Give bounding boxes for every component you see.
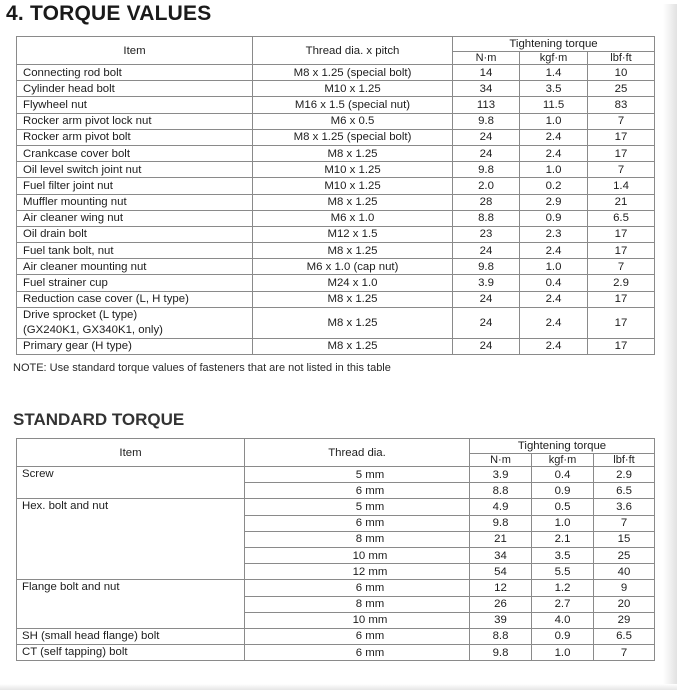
row-nm: 2.0 — [453, 178, 520, 194]
row-kgfm: 0.2 — [520, 178, 588, 194]
group-label-flange: Flange bolt and nut — [17, 580, 245, 629]
row-nm: 8.8 — [470, 628, 532, 644]
row-nm: 9.8 — [470, 515, 532, 531]
row-thread: 5 mm — [245, 499, 470, 515]
row-thread: M8 x 1.25 — [253, 243, 453, 259]
row-lbfft: 17 — [588, 243, 655, 259]
row-kgfm: 2.4 — [520, 145, 588, 161]
row-thread: M8 x 1.25 — [253, 291, 453, 307]
row-thread: M24 x 1.0 — [253, 275, 453, 291]
row-nm: 23 — [453, 226, 520, 242]
row-item: Flywheel nut — [17, 97, 253, 113]
table-row — [17, 81, 655, 97]
row-thread: 12 mm — [245, 564, 470, 580]
table-row — [17, 580, 655, 596]
row-kgfm: 2.7 — [532, 596, 594, 612]
row-thread: M8 x 1.25 (special bolt) — [253, 129, 453, 145]
header-item: Item — [17, 439, 245, 467]
row-kgfm: 3.5 — [520, 81, 588, 97]
row-kgfm: 2.3 — [520, 226, 588, 242]
table-row — [17, 338, 655, 354]
row-kgfm: 0.4 — [532, 467, 594, 483]
row-thread: 10 mm — [245, 547, 470, 563]
row-lbfft: 17 — [588, 226, 655, 242]
section-title-standard-torque: STANDARD TORQUE — [13, 410, 185, 429]
torque-values-table — [16, 36, 655, 355]
table-row — [17, 275, 655, 291]
row-kgfm: 1.4 — [520, 65, 588, 81]
row-item: Oil drain bolt — [17, 226, 253, 242]
row-nm: 24 — [453, 291, 520, 307]
row-lbfft: 21 — [588, 194, 655, 210]
row-nm: 8.8 — [470, 483, 532, 499]
row-thread: 6 mm — [245, 580, 470, 596]
row-item: Reduction case cover (L, H type) — [17, 291, 253, 307]
row-nm: 3.9 — [453, 275, 520, 291]
table-row — [17, 129, 655, 145]
row-kgfm: 11.5 — [520, 97, 588, 113]
row-lbfft: 7 — [588, 162, 655, 178]
row-item: Rocker arm pivot lock nut — [17, 113, 253, 129]
row-kgfm: 2.4 — [520, 129, 588, 145]
row-item: Fuel tank bolt, nut — [17, 243, 253, 259]
table-row — [17, 467, 655, 483]
table-row — [17, 645, 655, 661]
table-row — [17, 97, 655, 113]
row-thread: 6 mm — [245, 628, 470, 644]
row-nm: 12 — [470, 580, 532, 596]
row-kgfm: 0.9 — [532, 628, 594, 644]
row-thread: M8 x 1.25 — [253, 338, 453, 354]
header-tightening-torque: Tightening torque — [453, 37, 655, 52]
row-lbfft: 17 — [588, 145, 655, 161]
row-item: Muffler mounting nut — [17, 194, 253, 210]
row-item: Cylinder head bolt — [17, 81, 253, 97]
header-thread: Thread dia. x pitch — [253, 37, 453, 65]
row-kgfm: 1.0 — [532, 515, 594, 531]
table-row — [17, 307, 655, 338]
group-label-ct: CT (self tapping) bolt — [17, 645, 245, 661]
row-nm: 24 — [453, 338, 520, 354]
row-nm: 24 — [453, 307, 520, 338]
row-lbfft: 15 — [594, 531, 655, 547]
row-kgfm: 1.2 — [532, 580, 594, 596]
page-edge-shadow-bottom — [0, 684, 677, 690]
row-lbfft: 1.4 — [588, 178, 655, 194]
row-lbfft: 25 — [588, 81, 655, 97]
row-lbfft: 7 — [588, 259, 655, 275]
row-lbfft: 2.9 — [594, 467, 655, 483]
row-lbfft: 25 — [594, 547, 655, 563]
header-unit-lbfft: lbf·ft — [588, 52, 655, 65]
row-lbfft: 6.5 — [594, 628, 655, 644]
header-tightening-torque: Tightening torque — [470, 439, 655, 454]
row-lbfft: 17 — [588, 307, 655, 338]
table-row — [17, 145, 655, 161]
header-unit-nm: N·m — [470, 454, 532, 467]
row-item: Fuel strainer cup — [17, 275, 253, 291]
row-lbfft: 7 — [588, 113, 655, 129]
row-thread: M8 x 1.25 — [253, 307, 453, 338]
row-thread: 5 mm — [245, 467, 470, 483]
row-kgfm: 5.5 — [532, 564, 594, 580]
row-kgfm: 1.0 — [520, 162, 588, 178]
row-thread: 8 mm — [245, 531, 470, 547]
row-kgfm: 0.4 — [520, 275, 588, 291]
row-kgfm: 2.4 — [520, 307, 588, 338]
row-nm: 8.8 — [453, 210, 520, 226]
row-item: Crankcase cover bolt — [17, 145, 253, 161]
table-row — [17, 243, 655, 259]
group-label-hex: Hex. bolt and nut — [17, 499, 245, 580]
row-nm: 14 — [453, 65, 520, 81]
row-item: Air cleaner mounting nut — [17, 259, 253, 275]
group-label-sh: SH (small head flange) bolt — [17, 628, 245, 644]
row-nm: 39 — [470, 612, 532, 628]
table-row — [17, 65, 655, 81]
table-note: NOTE: Use standard torque values of fasteners that are not listed in this table — [13, 362, 391, 374]
header-unit-kgfm: kgf·m — [532, 454, 594, 467]
row-item — [17, 307, 253, 338]
row-lbfft: 3.6 — [594, 499, 655, 515]
row-lbfft: 10 — [588, 65, 655, 81]
table-row — [17, 162, 655, 178]
row-kgfm: 2.4 — [520, 243, 588, 259]
row-lbfft: 7 — [594, 515, 655, 531]
row-item: Air cleaner wing nut — [17, 210, 253, 226]
section-title-torque-values: 4. TORQUE VALUES — [6, 2, 212, 25]
row-nm: 9.8 — [470, 645, 532, 661]
row-kgfm: 3.5 — [532, 547, 594, 563]
row-nm: 54 — [470, 564, 532, 580]
row-kgfm: 0.9 — [520, 210, 588, 226]
table-row — [17, 499, 655, 515]
row-nm: 34 — [470, 547, 532, 563]
row-nm: 9.8 — [453, 162, 520, 178]
row-lbfft: 7 — [594, 645, 655, 661]
row-thread: 6 mm — [245, 645, 470, 661]
row-lbfft: 17 — [588, 129, 655, 145]
row-item-line2: (GX240K1, GX340K1, only) — [23, 323, 163, 336]
row-thread: M10 x 1.25 — [253, 178, 453, 194]
row-thread: 6 mm — [245, 515, 470, 531]
row-thread: 6 mm — [245, 483, 470, 499]
row-lbfft: 9 — [594, 580, 655, 596]
group-label-screw: Screw — [17, 467, 245, 499]
row-item: Oil level switch joint nut — [17, 162, 253, 178]
table-row — [17, 194, 655, 210]
row-kgfm: 0.9 — [532, 483, 594, 499]
row-kgfm: 1.0 — [520, 259, 588, 275]
row-item: Primary gear (H type) — [17, 338, 253, 354]
row-thread: M8 x 1.25 — [253, 194, 453, 210]
row-lbfft: 20 — [594, 596, 655, 612]
row-thread: M8 x 1.25 — [253, 145, 453, 161]
table-row — [17, 259, 655, 275]
row-thread: M6 x 1.0 (cap nut) — [253, 259, 453, 275]
table-row — [17, 178, 655, 194]
standard-torque-table — [16, 438, 655, 661]
table-row — [17, 226, 655, 242]
row-lbfft: 6.5 — [588, 210, 655, 226]
row-thread: M6 x 1.0 — [253, 210, 453, 226]
row-lbfft: 40 — [594, 564, 655, 580]
row-item: Rocker arm pivot bolt — [17, 129, 253, 145]
table-row — [17, 113, 655, 129]
row-nm: 24 — [453, 129, 520, 145]
row-nm: 26 — [470, 596, 532, 612]
row-lbfft: 17 — [588, 338, 655, 354]
row-nm: 4.9 — [470, 499, 532, 515]
header-unit-lbfft: lbf·ft — [594, 454, 655, 467]
row-thread: M10 x 1.25 — [253, 162, 453, 178]
row-item: Fuel filter joint nut — [17, 178, 253, 194]
row-nm: 9.8 — [453, 259, 520, 275]
row-lbfft: 29 — [594, 612, 655, 628]
row-thread: M16 x 1.5 (special nut) — [253, 97, 453, 113]
row-item-line1: Drive sprocket (L type) — [23, 308, 138, 321]
row-thread: M6 x 0.5 — [253, 113, 453, 129]
row-nm: 28 — [453, 194, 520, 210]
row-kgfm: 1.0 — [532, 645, 594, 661]
row-kgfm: 2.4 — [520, 291, 588, 307]
row-nm: 24 — [453, 145, 520, 161]
row-nm: 3.9 — [470, 467, 532, 483]
page-edge-shadow — [663, 4, 677, 686]
row-nm: 21 — [470, 531, 532, 547]
row-item: Connecting rod bolt — [17, 65, 253, 81]
row-lbfft: 2.9 — [588, 275, 655, 291]
row-nm: 9.8 — [453, 113, 520, 129]
row-kgfm: 2.9 — [520, 194, 588, 210]
row-thread: M12 x 1.5 — [253, 226, 453, 242]
row-kgfm: 0.5 — [532, 499, 594, 515]
row-thread: M10 x 1.25 — [253, 81, 453, 97]
table-row — [17, 291, 655, 307]
row-lbfft: 83 — [588, 97, 655, 113]
row-lbfft: 6.5 — [594, 483, 655, 499]
table-row — [17, 628, 655, 644]
row-kgfm: 2.4 — [520, 338, 588, 354]
header-unit-kgfm: kgf·m — [520, 52, 588, 65]
row-nm: 34 — [453, 81, 520, 97]
header-unit-nm: N·m — [453, 52, 520, 65]
row-nm: 113 — [453, 97, 520, 113]
row-thread: M8 x 1.25 (special bolt) — [253, 65, 453, 81]
row-thread: 8 mm — [245, 596, 470, 612]
row-nm: 24 — [453, 243, 520, 259]
table-row — [17, 210, 655, 226]
header-item: Item — [17, 37, 253, 65]
row-kgfm: 2.1 — [532, 531, 594, 547]
header-thread: Thread dia. — [245, 439, 470, 467]
row-kgfm: 4.0 — [532, 612, 594, 628]
row-thread: 10 mm — [245, 612, 470, 628]
row-lbfft: 17 — [588, 291, 655, 307]
row-kgfm: 1.0 — [520, 113, 588, 129]
